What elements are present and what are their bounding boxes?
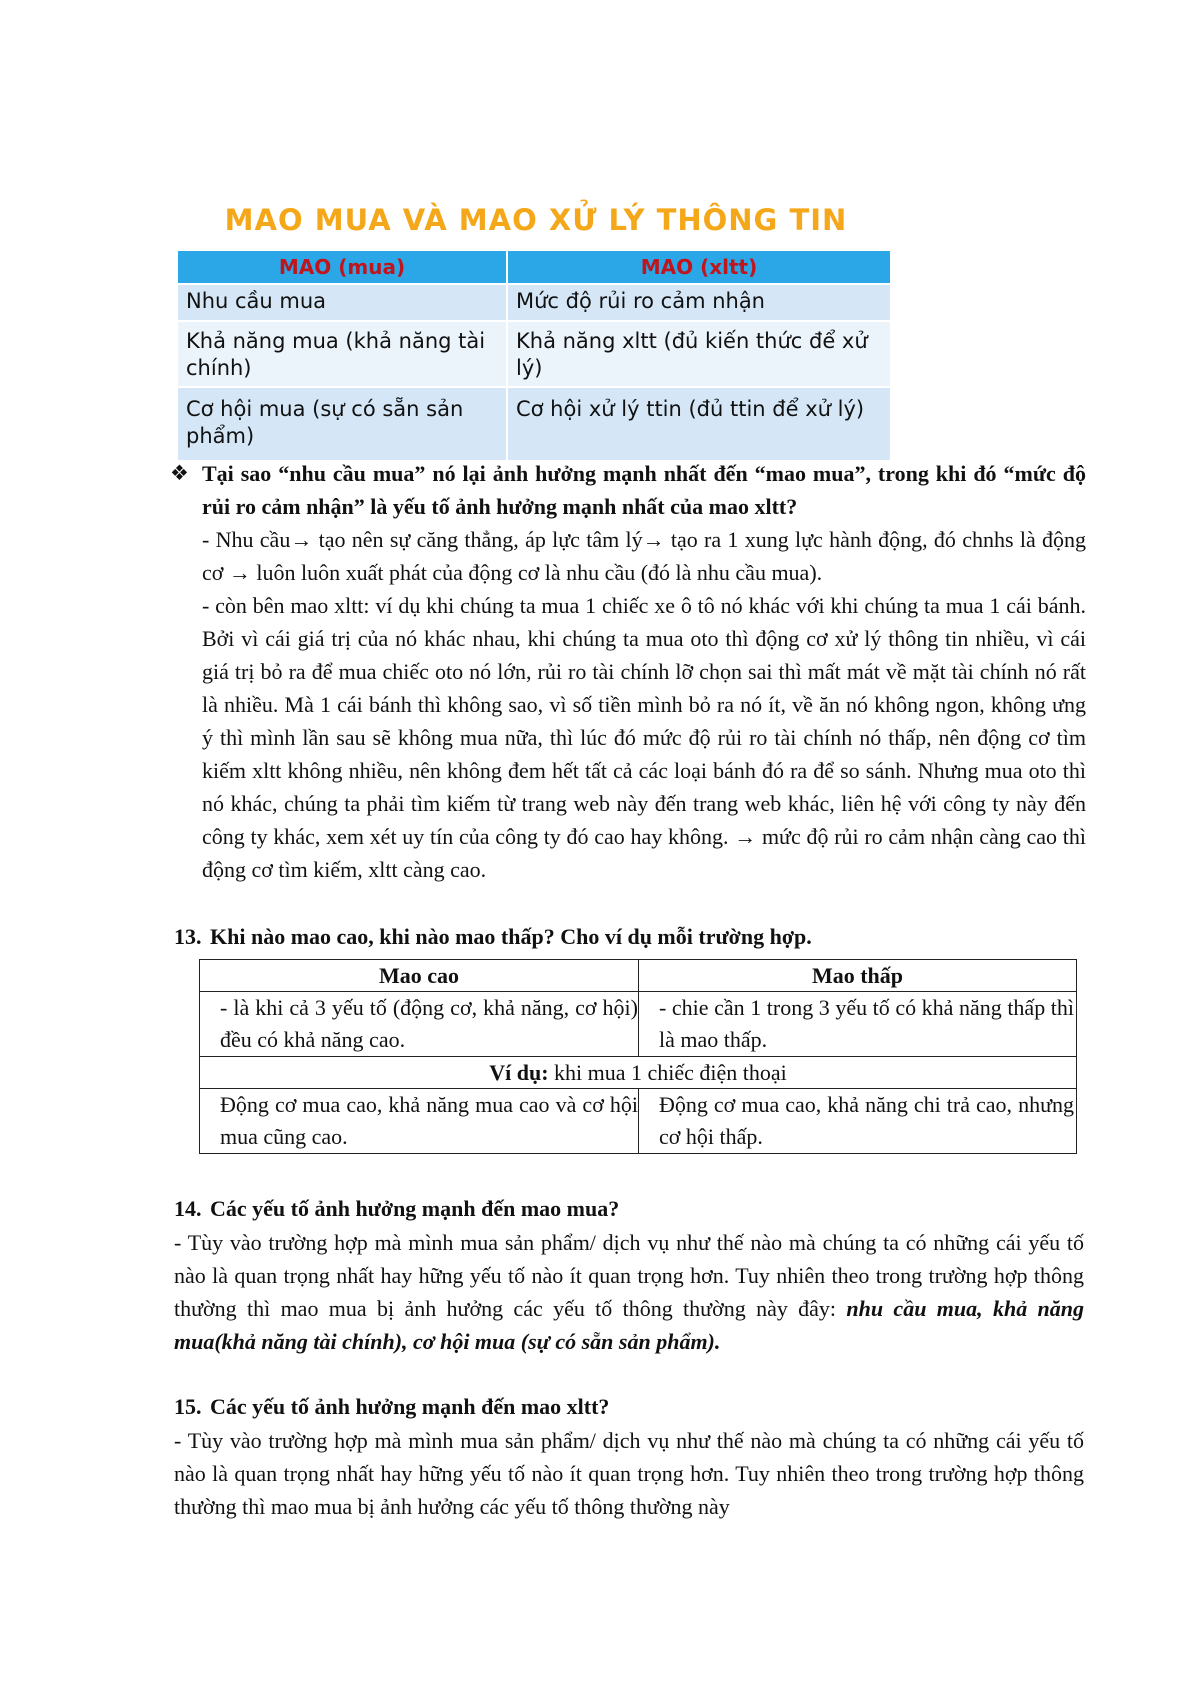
- emphasis-text: nhu cầu mua, khả năng mua(khả năng tài chính), cơ hội mua (sự có sẵn sản phẩm).: [174, 1296, 1084, 1354]
- table-cell: Khả năng xltt (đủ kiến thức để xử lý): [507, 321, 891, 387]
- table-cell: - là khi cả 3 yếu tố (động cơ, khả năng, cơ hội) đều có khả năng cao.: [200, 992, 639, 1057]
- header-mao-thap: Mao thấp: [639, 960, 1077, 992]
- section-title: Các yếu tố ảnh hưởng mạnh đến mao xltt?: [210, 1394, 610, 1419]
- section-15-heading: [174, 1392, 609, 1422]
- section-13-heading: [174, 922, 812, 952]
- mao-high-low-table: [199, 959, 1077, 1154]
- table-cell: - chie cần 1 trong 3 yếu tố có khả năng thấp thì là mao thấp.: [639, 992, 1077, 1057]
- header-mao-xltt: MAO (xltt): [507, 250, 891, 284]
- question-block: [170, 457, 1086, 886]
- table-cell: Động cơ mua cao, khả năng mua cao và cơ hội mua cũng cao.: [200, 1089, 639, 1154]
- table-row: [200, 992, 1077, 1057]
- table-cell: Cơ hội mua (sự có sẵn sản phẩm): [177, 387, 507, 461]
- table-cell: Khả năng mua (khả năng tài chính): [177, 321, 507, 387]
- table-row: [177, 321, 891, 387]
- example-cell: [200, 1057, 1077, 1089]
- image-title: MAO MUA VÀ MAO XỬ LÝ THÔNG TIN: [224, 203, 848, 237]
- section-number: 13.: [174, 924, 202, 949]
- section-14-text: [174, 1226, 1084, 1358]
- section-14-heading: [174, 1194, 619, 1224]
- example-text: khi mua 1 chiếc điện thoại: [548, 1060, 787, 1085]
- section-title: Khi nào mao cao, khi nào mao thấp? Cho ví dụ mỗi trường hợp.: [210, 924, 812, 949]
- table-cell: Mức độ rủi ro cảm nhận: [507, 284, 891, 321]
- table-cell: Cơ hội xử lý ttin (đủ ttin để xử lý): [507, 387, 891, 461]
- section-number: 15.: [174, 1394, 202, 1419]
- diamond-bullet-icon: ❖: [170, 461, 189, 485]
- header-mao-mua: MAO (mua): [177, 250, 507, 284]
- mao-comparison-table: [176, 249, 892, 462]
- table-cell: Động cơ mua cao, khả năng chi trả cao, nhưng cơ hội thấp.: [639, 1089, 1077, 1154]
- answer-paragraph: - Nhu cầu→ tạo nên sự căng thẳng, áp lực tâm lý→ tạo ra 1 xung lực hành động, đó chnhs là động cơ → luôn luôn xuất phát của động cơ là nhu cầu (đó là nhu cầu mua).: [202, 527, 1086, 585]
- table-row: [200, 1089, 1077, 1154]
- section-number: 14.: [174, 1196, 202, 1221]
- question-text: Tại sao “nhu cầu mua” nó lại ảnh hưởng mạnh nhất đến “mao mua”, trong khi đó “mức độ rủi ro cảm nhận” là yếu tố ảnh hưởng mạnh nhất của mao xltt?: [202, 461, 1086, 519]
- section-15-text: - Tùy vào trường hợp mà mình mua sản phẩm/ dịch vụ như thế nào mà chúng ta có những cái yếu tố nào là quan trọng nhất hay hững yếu tố nào ít quan trọng hơn. Tuy nhiên theo trong trường hợp thông thường thì mao mua bị ảnh hưởng các yếu tố thông thường này: [174, 1428, 1084, 1519]
- table-cell: Nhu cầu mua: [177, 284, 507, 321]
- header-mao-cao: Mao cao: [200, 960, 639, 992]
- table-row: [177, 284, 891, 321]
- answer-paragraph: - còn bên mao xltt: ví dụ khi chúng ta mua 1 chiếc xe ô tô nó khác với khi chúng ta mua 1 cái bánh. Bởi vì cái giá trị của nó khác nhau, khi chúng ta mua oto thì động cơ xử lý thông tin nhiều, vì cái giá trị bỏ ra để mua chiếc oto nó lớn, rủi ro tài chính lỡ chọn sai thì mất mát về mặt tài chính nó rất là nhiều. Mà 1 cái bánh thì không sao, vì số tiền mình bỏ ra nó ít, về ăn nó không ngon, không ưng ý thì mình lần sau sẽ không mua nữa, thì lúc đó mức độ rủi ro tài chính nó thấp, nên động cơ tìm kiếm xltt không nhiều, nên không đem hết tất cả các loại bánh đó ra để so sánh. Nhưng mua oto thì nó khác, chúng ta phải tìm kiếm từ trang web này đến trang web khác, liên hệ với công ty này đến công ty khác, xem xét uy tín của công ty đó cao hay không. → mức độ rủi ro cảm nhận càng cao thì động cơ tìm kiếm, xltt càng cao.: [202, 593, 1086, 882]
- example-label: Ví dụ:: [489, 1060, 549, 1085]
- section-title: Các yếu tố ảnh hưởng mạnh đến mao mua?: [210, 1196, 620, 1221]
- body-text: - Tùy vào trường hợp mà mình mua sản phẩm/ dịch vụ như thế nào mà chúng ta có những cái yếu tố nào là quan trọng nhất hay hững yếu tố nào ít quan trọng hơn. Tuy nhiên theo trong trường hợp thông thường thì mao mua bị ảnh hưởng các yếu tố thông thường này đây:: [174, 1230, 1084, 1321]
- example-row: [200, 1057, 1077, 1089]
- table-row: [177, 387, 891, 461]
